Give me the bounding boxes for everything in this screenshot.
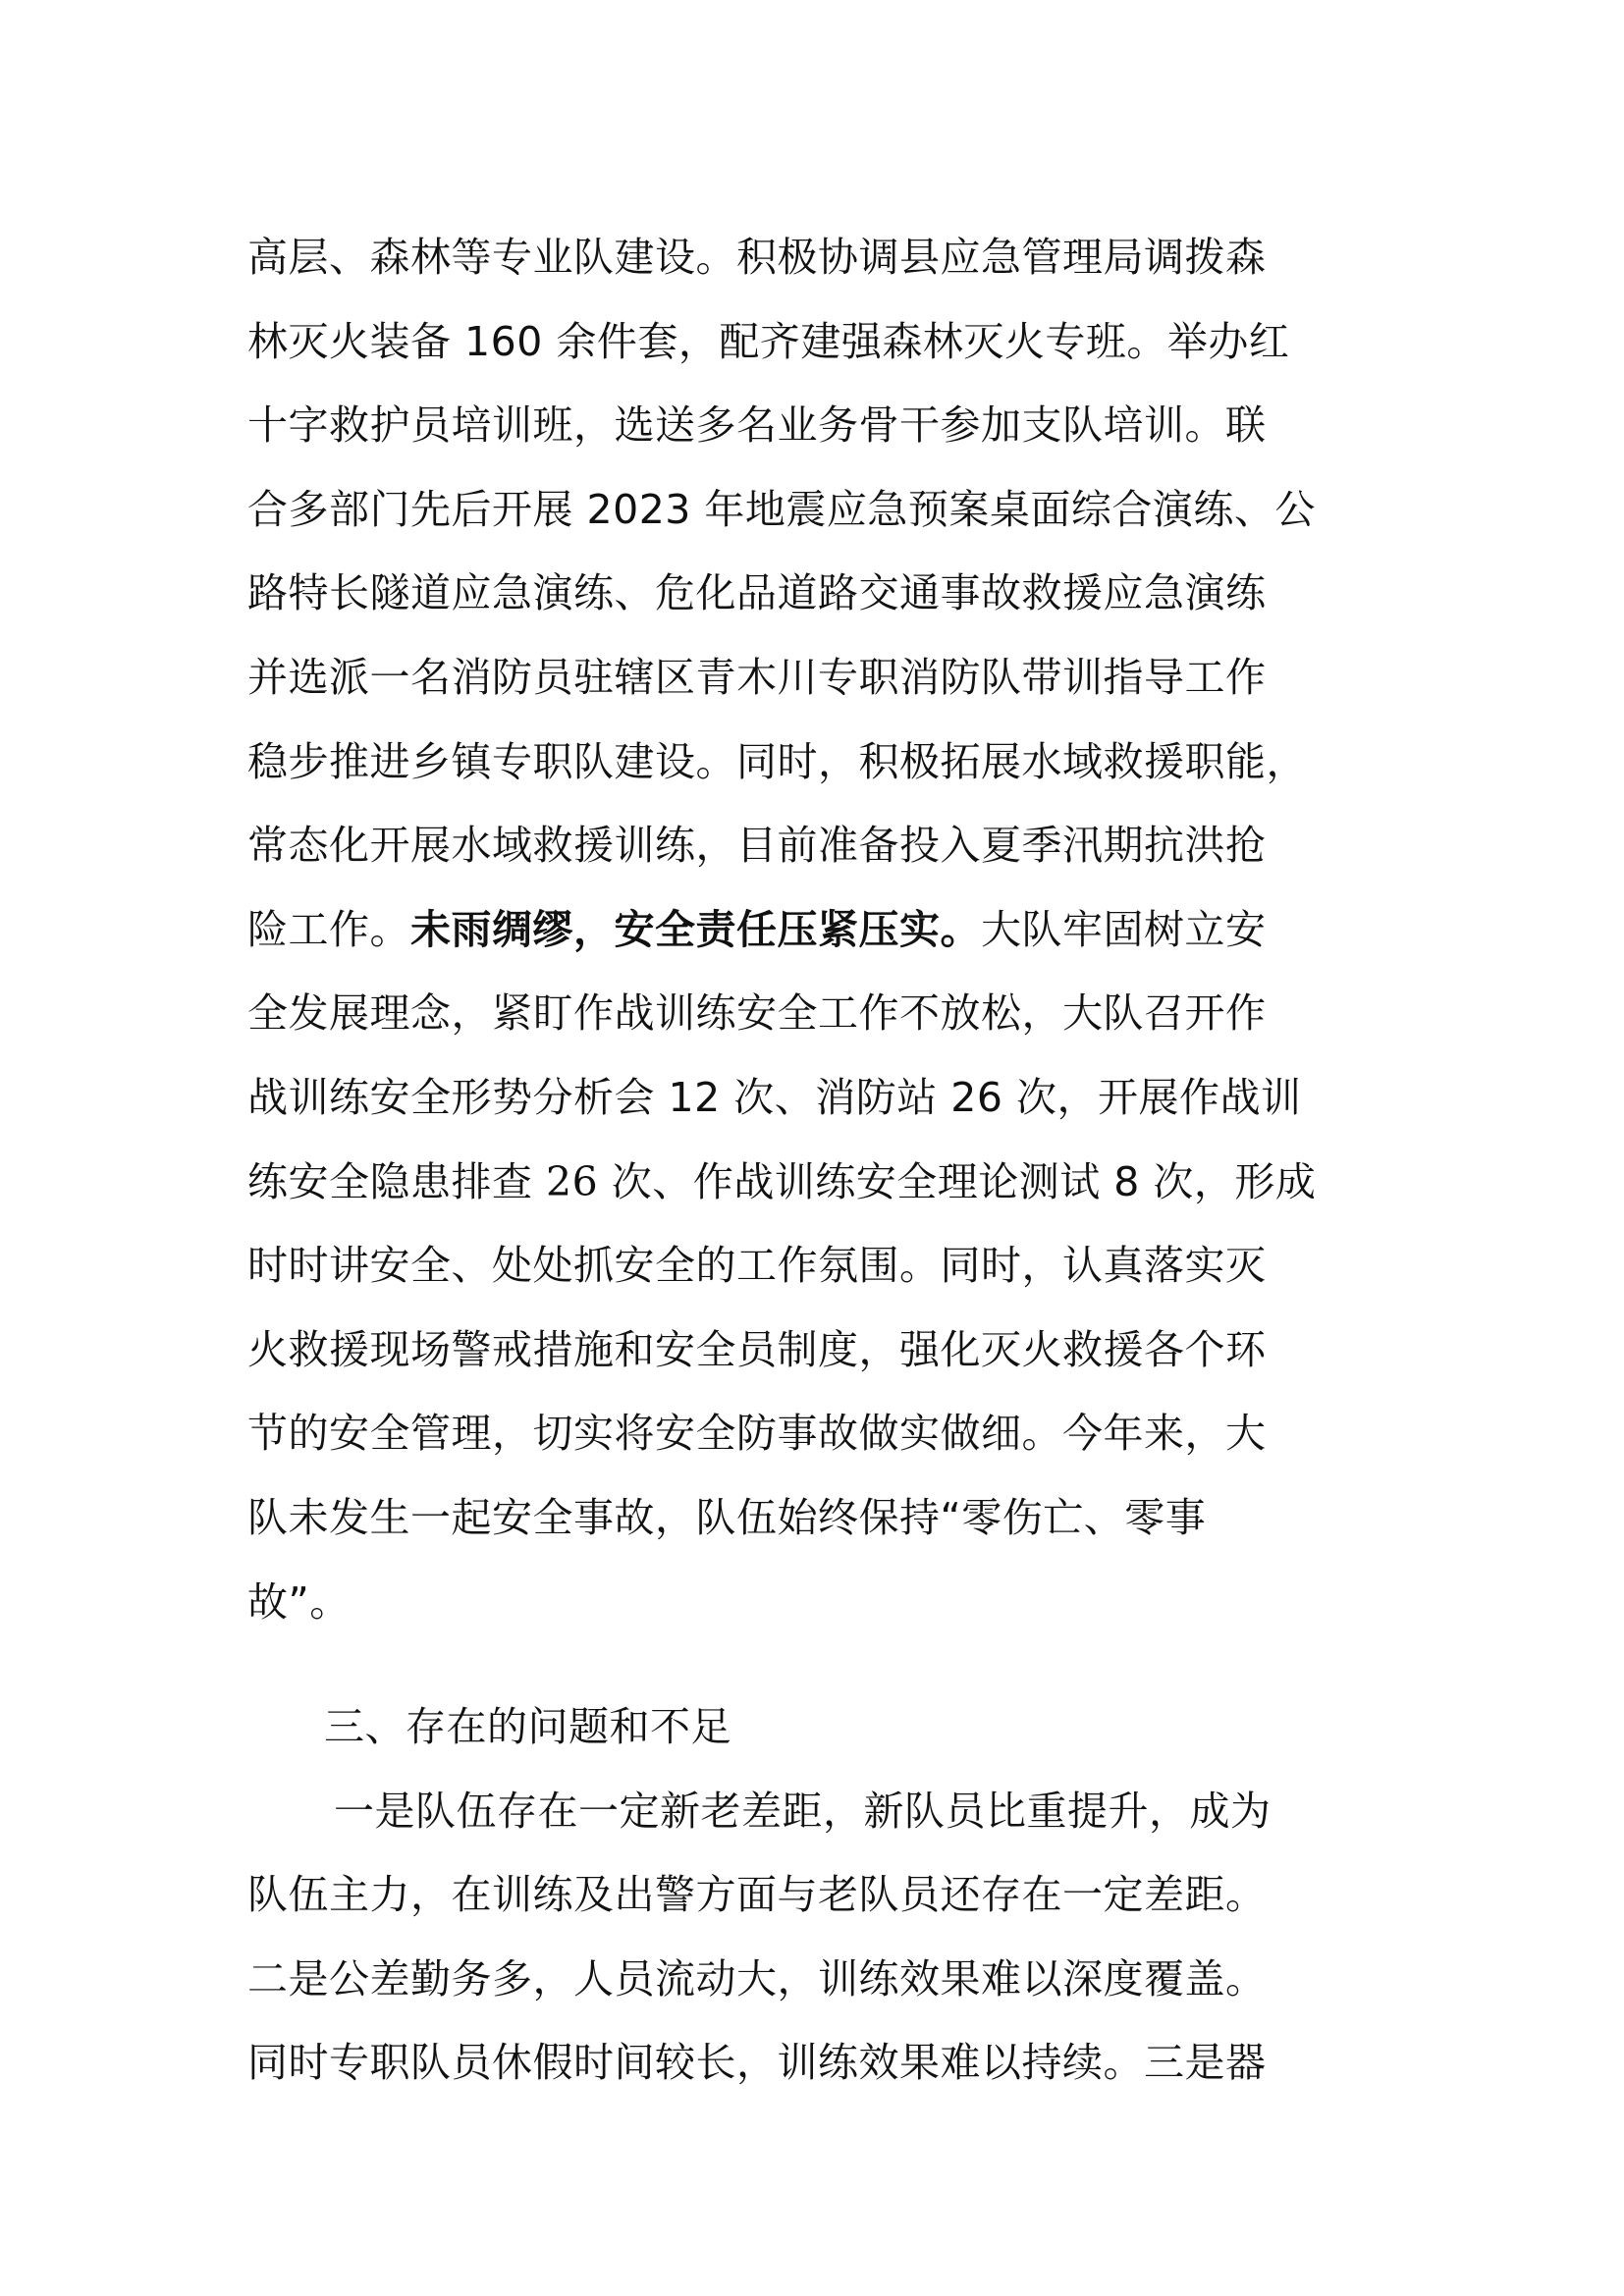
text-line: 合多部门先后开展 2023 年地震应急预案桌面综合演练、公	[247, 485, 1316, 533]
text-line: 林灭火装备 160 余件套，配齐建强森林灭火专班。举办红	[247, 317, 1290, 365]
number-segment: 26	[546, 1157, 599, 1205]
text-line	[247, 1141, 1406, 1225]
section-heading: 三、存在的问题和不足	[324, 1703, 731, 1750]
text-line: 二是公差勤务多，人员流动大，训练效果难以深度覆盖。	[247, 1954, 1267, 2002]
text-line: 并选派一名消防员驻辖区青木川专职消防队带训指导工作	[247, 653, 1267, 701]
text-line: 同时专职队员休假时间较长，训练效果难以持续。三是器	[247, 2039, 1267, 2087]
text-segment: 大队牢固树立安	[981, 905, 1267, 953]
bold-subheading: 未雨绸缪，安全责任压紧压实。	[410, 905, 981, 953]
text-segment: 次、作战训练安全理论测试 8 次，形成	[598, 1157, 1317, 1205]
text-line: 一是队伍存在一定新老差距，新队员比重提升，成为	[334, 1787, 1272, 1835]
text-line: 队未发生一起安全事故，队伍始终保持“零伤亡、零事	[247, 1493, 1207, 1541]
text-line-with-bold-heading	[247, 888, 1406, 973]
text-segment: 练安全隐患排查	[247, 1157, 547, 1205]
text-line: 故”。	[247, 1577, 351, 1626]
text-line: 节的安全管理，切实将安全防事故做实做细。今年来，大	[247, 1410, 1267, 1458]
text-line: 全发展理念，紧盯作战训练安全工作不放松，大队召开作	[247, 989, 1267, 1038]
text-line: 常态化开展水域救援训练，目前准备投入夏季汛期抗洪抢	[247, 822, 1267, 870]
text-line: 队伍主力，在训练及出警方面与老队员还存在一定差距。	[247, 1871, 1267, 1919]
text-line: 高层、森林等专业队建设。积极协调县应急管理局调拨森	[247, 234, 1267, 281]
body-paragraph	[247, 216, 1406, 1644]
text-line: 时时讲安全、处处抓安全的工作氛围。同时，认真落实灭	[247, 1242, 1267, 1290]
text-line: 十字救护员培训班，选送多名业务骨干参加支队培训。联	[247, 401, 1267, 450]
text-line: 稳步推进乡镇专职队建设。同时，积极拓展水域救援职能，	[247, 737, 1307, 785]
text-segment: 险工作。	[247, 905, 410, 953]
section-three	[247, 1685, 1406, 2106]
text-line: 火救援现场警戒措施和安全员制度，强化灭火救援各个环	[247, 1325, 1267, 1373]
text-line: 战训练安全形势分析会 12 次、消防站 26 次，开展作战训	[247, 1073, 1302, 1121]
text-line: 路特长隧道应急演练、危化品道路交通事故救援应急演练	[247, 569, 1267, 617]
